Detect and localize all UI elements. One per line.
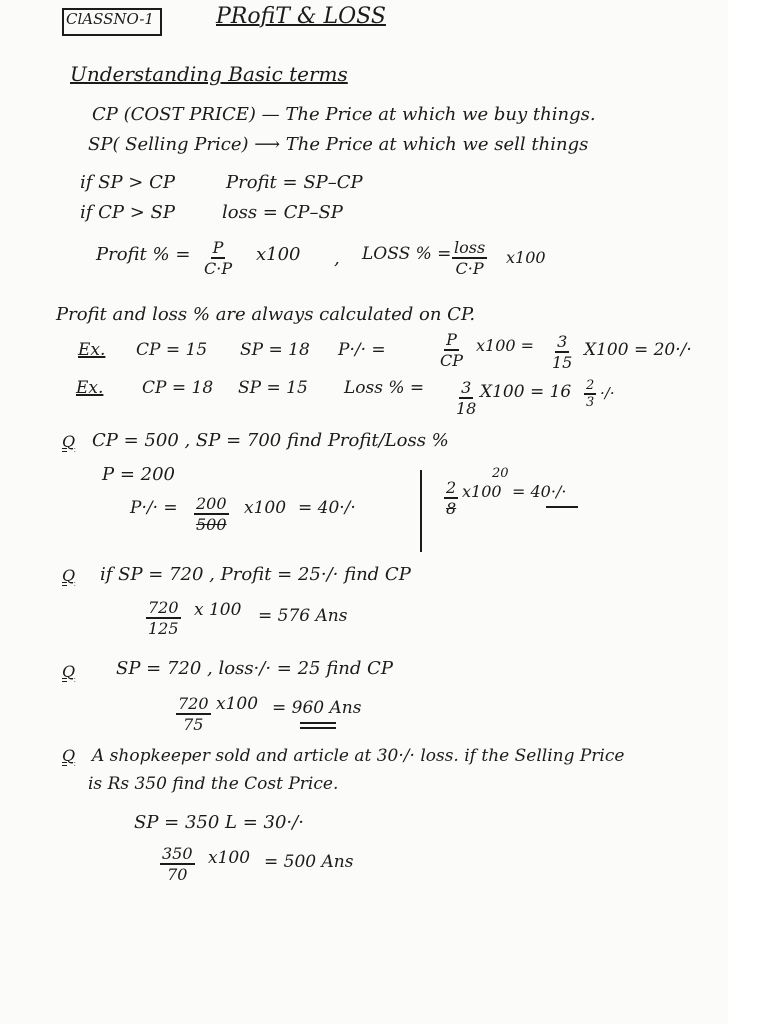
fraction-denominator: 8 xyxy=(446,499,457,518)
fraction-numerator: 720 xyxy=(148,598,179,617)
fraction-denominator: 70 xyxy=(167,865,188,884)
fraction-numerator: loss xyxy=(454,238,486,257)
profit-formula: Profit = SP–CP xyxy=(226,172,363,193)
fraction-numerator: 350 xyxy=(162,844,193,863)
example-label: Ex. xyxy=(78,340,106,360)
solution-result: = 960 Ans xyxy=(272,698,362,718)
example-result: X100 = 20·/· xyxy=(584,340,692,360)
fraction-numerator: 3 xyxy=(461,378,472,397)
example-label: Ex. xyxy=(76,378,104,398)
loss-percent-label: LOSS % = xyxy=(362,244,452,264)
answer-underline xyxy=(300,722,336,724)
fraction-numerator: 3 xyxy=(557,332,568,351)
page-margin xyxy=(728,0,768,1024)
answer-underline xyxy=(546,506,578,508)
example-result: X100 = 16 xyxy=(480,382,572,402)
fraction-denominator: 15 xyxy=(552,353,573,372)
solution-multiplier: x100 xyxy=(216,694,259,714)
side-result: = 40·/· xyxy=(512,482,567,501)
fraction-denominator: C·P xyxy=(455,259,484,278)
page-title: PRofiT & LOSS xyxy=(216,4,386,29)
question-text-line-1: A shopkeeper sold and article at 30·/· loss. if the Selling Price xyxy=(92,746,625,766)
example-percent-sign: ·/· xyxy=(600,384,615,402)
example-sp: SP = 18 xyxy=(240,340,310,360)
solution-fraction xyxy=(176,694,211,734)
profit-value: P = 200 xyxy=(102,464,175,485)
solution-multiplier: x 100 xyxy=(194,600,242,620)
question-text-line-2: is Rs 350 find the Cost Price. xyxy=(88,774,339,794)
section-heading: Understanding Basic terms xyxy=(70,62,348,86)
loss-percent-fraction xyxy=(452,238,487,278)
fraction-numerator: 2 xyxy=(446,478,457,497)
side-note-top: 20 xyxy=(492,466,509,481)
profit-percent-fraction xyxy=(204,238,232,278)
solution-result: = 40·/· xyxy=(298,498,356,518)
given-values: SP = 350 L = 30·/· xyxy=(134,812,304,833)
loss-formula: loss = CP–SP xyxy=(222,202,343,223)
fraction-denominator: 18 xyxy=(456,399,477,418)
fraction-denominator: 3 xyxy=(586,395,595,410)
fraction-numerator: P xyxy=(212,238,224,257)
solution-multiplier: x100 xyxy=(208,848,251,868)
loss-condition: if CP > SP xyxy=(80,202,175,223)
solution-fraction xyxy=(146,598,181,638)
example-pct-label: P·/· = xyxy=(338,340,386,360)
fraction-numerator: 2 xyxy=(586,378,595,393)
solution-pct-label: P·/· = xyxy=(130,498,178,518)
example-multiplier: x100 = xyxy=(476,336,535,355)
example-fraction-3-18 xyxy=(456,378,476,418)
fraction-denominator: CP xyxy=(440,351,464,370)
example-mixed-fraction xyxy=(584,378,596,410)
example-fraction-3-15 xyxy=(552,332,572,372)
side-multiplier: x100 xyxy=(462,482,502,501)
solution-result: = 500 Ans xyxy=(264,852,354,872)
question-mark: Q xyxy=(62,432,76,451)
fraction-numerator: 720 xyxy=(178,694,209,713)
fraction-denominator: 125 xyxy=(148,619,179,638)
solution-fraction xyxy=(194,494,229,534)
fraction-denominator: 500 xyxy=(196,515,227,534)
example-loss-label: Loss % = xyxy=(344,378,425,398)
profit-multiplier: x100 xyxy=(256,244,301,265)
fraction-numerator: P xyxy=(446,330,457,349)
question-mark: Q xyxy=(62,746,76,765)
profit-percent-label: Profit % = xyxy=(96,244,191,265)
example-sp: SP = 15 xyxy=(238,378,308,398)
solution-multiplier: x100 xyxy=(244,498,287,518)
question-mark: Q xyxy=(62,566,76,585)
solution-result: = 576 Ans xyxy=(258,606,348,626)
question-text: CP = 500 , SP = 700 find Profit/Loss % xyxy=(92,430,449,451)
cp-definition: CP (COST PRICE) — The Price at which we buy things. xyxy=(92,104,596,125)
example-cp: CP = 18 xyxy=(142,378,214,398)
example-fraction-p-cp xyxy=(440,330,463,370)
profit-condition: if SP > CP xyxy=(80,172,175,193)
solution-fraction xyxy=(160,844,195,884)
answer-underline xyxy=(300,727,336,729)
question-mark: Q xyxy=(62,662,76,681)
question-text: SP = 720 , loss·/· = 25 find CP xyxy=(116,658,393,679)
fraction-denominator: 75 xyxy=(183,715,204,734)
note-text: Profit and loss % are always calculated on CP. xyxy=(56,304,476,325)
class-label: ClASSNO-1 xyxy=(66,10,154,28)
formula-separator: , xyxy=(334,248,340,269)
fraction-denominator: C·P xyxy=(204,259,233,278)
example-cp: CP = 15 xyxy=(136,340,208,360)
divider-line xyxy=(420,470,422,552)
loss-multiplier: x100 xyxy=(506,248,546,267)
side-fraction xyxy=(444,478,458,518)
question-text: if SP = 720 , Profit = 25·/· find CP xyxy=(100,564,411,585)
fraction-numerator: 200 xyxy=(196,494,227,513)
sp-definition: SP( Selling Price) ⟶ The Price at which we sell things xyxy=(88,134,589,155)
